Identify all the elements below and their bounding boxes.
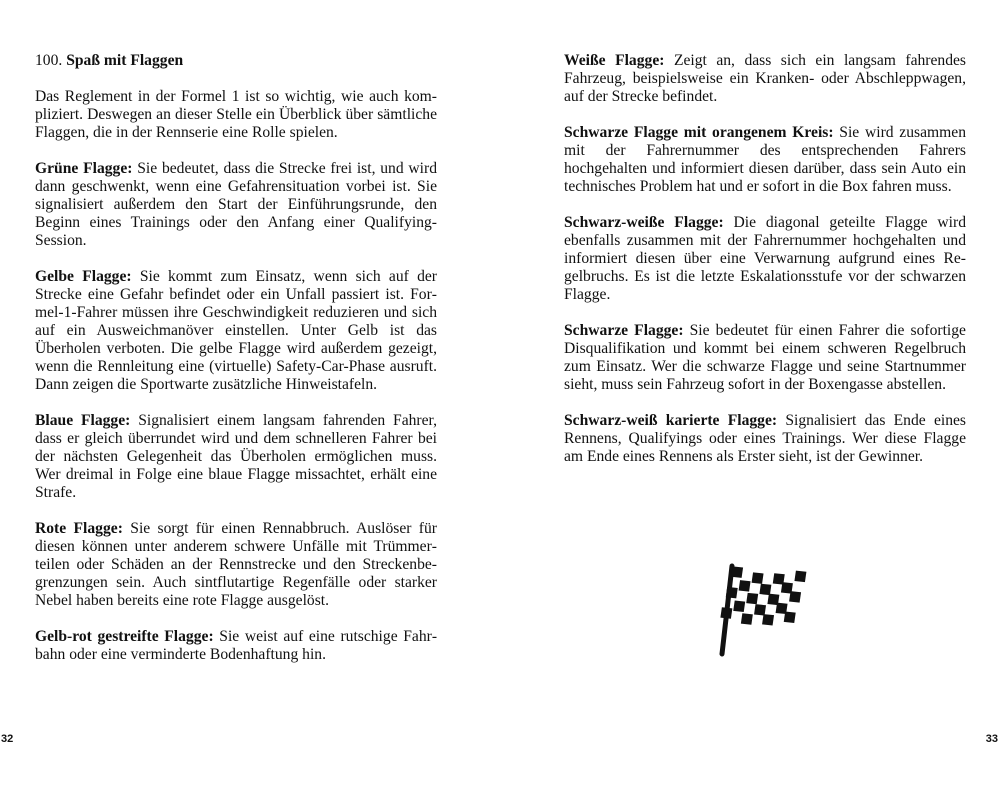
flag-description: Signalisiert einem langsam fahrenden Fahrer, dass er gleich überrundet wird und dem schnelleren Fahrer bei der nächsten Gelegenheit das Überholen ermöglichen muss. Wer dreimal in Folge eine blaue Flagge missachtet, erhält eine Strafe. [35,412,437,501]
flag-entry-yellow-red-striped [35,628,437,664]
flag-check [789,591,801,602]
chapter-number: 100. [35,52,63,69]
flag-description: Signalisiert das Ende eines Rennens, Qualifyings oder eines Trainings. Wer diese Flagge am Ende eines Rennens als Erster sieht, ist der Gewinner. [564,412,966,465]
intro-paragraph: Das Reglement in der Formel 1 ist so wichtig, wie auch kompliziert. Deswegen an dieser Stelle ein Überblick über sämtliche Flaggen, die in der Rennserie eine Rolle spielen. [35,88,437,141]
flag-entry-yellow [35,268,437,394]
flag-check [720,607,732,618]
flag-description: Die diagonal geteilte Flagge wird ebenfalls zusammen mit der Fahrernummer hochgehalten und informiert diesen über eine Verwarnung aufgrund eines Regelbruchs. Es ist die letzte Eskalationsstufe vor der schwarzen Flagge. [564,214,966,303]
flag-check [733,601,745,612]
flag-term: Blaue Flagge: [35,412,131,429]
flag-entry-white [564,52,966,106]
flag-description: Sie weist auf eine rutschige Fahrbahn oder eine verminderte Bodenhaftung hin. [35,628,438,663]
flag-check [794,571,806,582]
right-column [564,52,966,484]
flag-checks [720,566,806,625]
flag-term: Weiße Flagge: [564,52,665,69]
flag-term: Schwarz-weiße Flagge: [564,214,724,231]
flag-description: Sie sorgt für einen Rennabbruch. Auslöser für diesen können unter anderem schwere Unfälle mit Trümmerteilen oder Schäden an der Rennstrecke und den Streckenbegrenzungen sein. Auch sintflutartige Regenfälle oder starker Nebel haben bereits eine rote Flagge ausgelöst. [35,520,437,609]
flag-term: Gelb-rot gestreifte Flagge: [35,628,214,645]
chapter-title: Spaß mit Flaggen [66,52,184,69]
flag-description: Zeigt an, dass sich ein langsam fahrendes Fahrzeug, beispielsweise ein Kranken- oder Abschleppwagen, auf der Strecke befindet. [564,52,967,105]
flag-entry-blue [35,412,437,502]
page-number-left: 32 [1,733,14,745]
flag-check [726,587,738,598]
flag-description: Sie bedeutet, dass die Strecke frei ist, und wird dann geschwenkt, wenn eine Gefahrensituation vorbei ist. Sie signalisiert außerdem den Start der Einführungsrunde, den Beginn eines Trainings oder den Anfang einer Qualifying-Session. [35,160,438,249]
flag-term: Schwarze Flagge mit orangenem Kreis: [564,124,834,141]
flag-check [752,572,764,583]
flag-entry-black-white-diagonal [564,214,966,304]
page-number-right: 33 [985,733,998,745]
flag-entry-red [35,520,437,610]
flag-term: Rote Flagge: [35,520,123,537]
checkered-flag-icon [719,562,811,658]
flag-check [741,613,753,624]
flag-term: Grüne Flagge: [35,160,133,177]
flag-entry-checkered [564,412,966,466]
flag-check [784,612,796,623]
flag-description: Sie kommt zum Einsatz, wenn sich auf der Strecke eine Gefahr befindet oder ein Unfall passiert ist. Formel-1-Fahrer müssen ihre Geschwindigkeit reduzieren und sich auf ein Ausweichmanöver einstellen. Unter Gelb ist das Überholen verboten. Die gelbe Flagge wird außerdem gezeigt, wenn die Rennleitung eine (virtuelle) Safety-Car-Phase ausruft. Dann zeigen die Sportwarte zusätzliche Hinweistafeln. [35,268,437,393]
chapter-heading [35,52,437,70]
flag-entry-black-orange-circle [564,124,966,196]
flag-entry-green [35,160,437,250]
flag-check [759,584,771,595]
flag-check [762,614,774,625]
flag-description: Sie bedeutet für einen Fahrer die sofortige Disqualifikation und kommt bei einem schweren Regelbruch zum Einsatz. Wer die schwarze Flagge und seine Startnummer sieht, muss sein Fahrzeug sofort in der Boxengasse abstellen. [564,322,966,393]
flag-term: Schwarz-weiß karierte Flagge: [564,412,778,429]
flag-description: Sie wird zusammen mit der Fahrernummer des entsprechenden Fahrers hochgehalten und informiert diesen darüber, dass sein Auto ein technisches Problem hat und er sofort in die Box fahren muss. [564,124,966,195]
flag-check [739,580,751,591]
flag-check [754,604,766,615]
flag-term: Gelbe Flagge: [35,268,132,285]
left-column [35,52,437,682]
flag-check [746,593,758,604]
right-page [500,0,1000,800]
flag-term: Schwarze Flagge: [564,322,684,339]
flag-entry-black [564,322,966,394]
flag-check [731,566,743,577]
